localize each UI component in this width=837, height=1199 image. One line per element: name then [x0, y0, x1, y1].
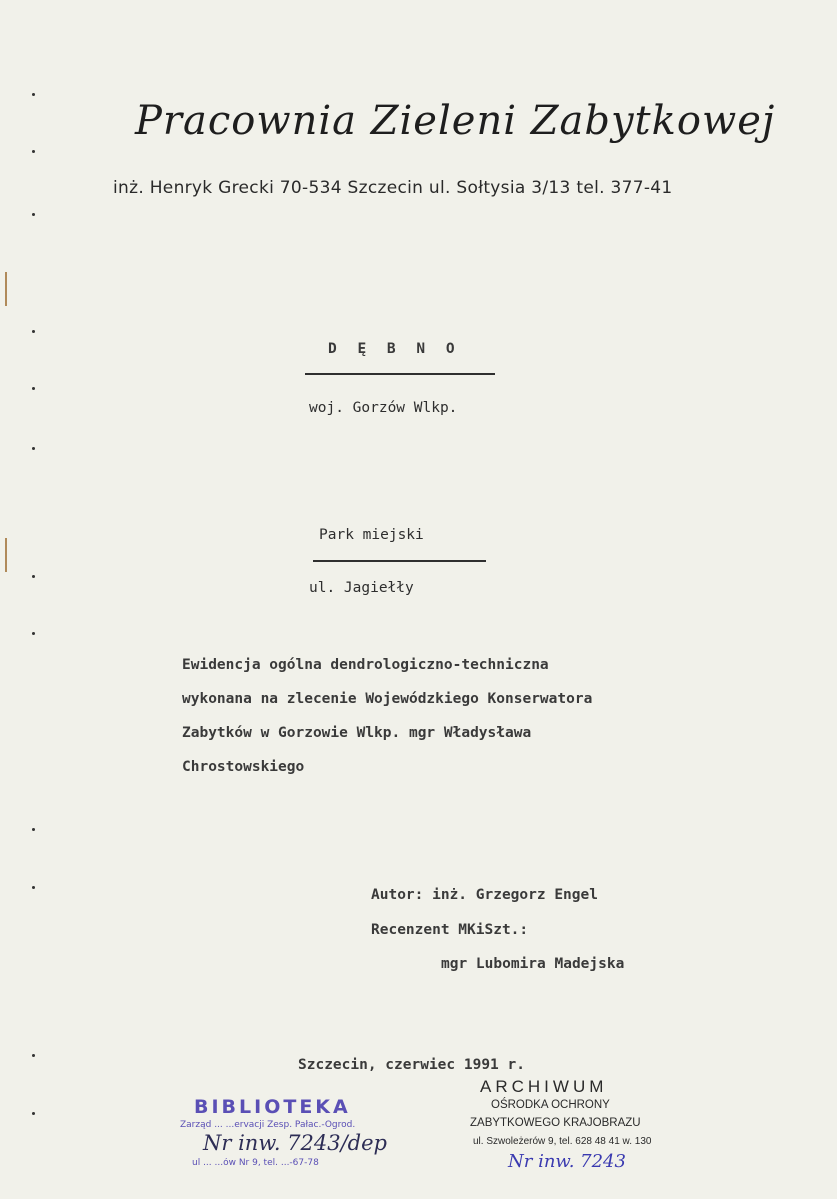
place-date: Szczecin, czerwiec 1991 r.	[298, 1057, 525, 1073]
description-line: Ewidencja ogólna dendrologiczno-techniczna	[182, 657, 549, 673]
staple-mark	[5, 272, 7, 306]
reviewer-name: mgr Lubomira Madejska	[441, 956, 625, 972]
title-underline	[305, 373, 495, 375]
town-title: D Ę B N O	[328, 341, 461, 357]
library-stamp-line: Zarząd ... ...ervacji Zesp. Pałac.-Ogrod.	[180, 1120, 356, 1130]
library-stamp-line: ul ... ...ów Nr 9, tel. ...-67-78	[192, 1158, 319, 1168]
binder-hole	[32, 575, 35, 578]
region-text: woj. Gorzów Wlkp.	[309, 400, 458, 416]
binder-hole	[32, 1054, 35, 1057]
binder-hole	[32, 93, 35, 96]
binder-hole	[32, 447, 35, 450]
binder-hole	[32, 330, 35, 333]
object-underline	[313, 560, 486, 562]
reviewer-label: Recenzent MKiSzt.:	[371, 922, 529, 938]
binder-hole	[32, 828, 35, 831]
binder-hole	[32, 886, 35, 889]
library-stamp-title: BIBLIOTEKA	[194, 1096, 351, 1118]
archive-stamp-title: ARCHIWUM	[480, 1077, 608, 1096]
description-line: Chrostowskiego	[182, 759, 305, 775]
archive-stamp-line: OŚRODKA OCHRONY	[491, 1099, 610, 1111]
description-line: wykonana na zlecenie Wojewódzkiego Konserwatora	[182, 691, 593, 707]
binder-hole	[32, 150, 35, 153]
staple-mark	[5, 538, 7, 572]
archive-stamp-line: ul. Szwoleżerów 9, tel. 628 48 41 w. 130	[473, 1136, 652, 1147]
author-line: Autor: inż. Grzegorz Engel	[371, 887, 598, 903]
binder-hole	[32, 1112, 35, 1115]
archive-inventory-number: Nr inw. 7243	[508, 1151, 626, 1172]
archive-stamp-line: ZABYTKOWEGO KRAJOBRAZU	[470, 1117, 641, 1129]
description-line: Zabytków w Gorzowie Wlkp. mgr Władysława	[182, 725, 532, 741]
studio-name: Pracownia Zieleni Zabytkowej	[135, 98, 776, 144]
object-street: ul. Jagiełły	[309, 580, 414, 596]
object-name: Park miejski	[319, 527, 424, 543]
binder-hole	[32, 632, 35, 635]
binder-hole	[32, 213, 35, 216]
contact-line: inż. Henryk Grecki 70-534 Szczecin ul. Sołtysia 3/13 tel. 377-41	[113, 178, 673, 198]
library-inventory-number: Nr inw. 7243/dep	[203, 1131, 387, 1155]
binder-hole	[32, 387, 35, 390]
